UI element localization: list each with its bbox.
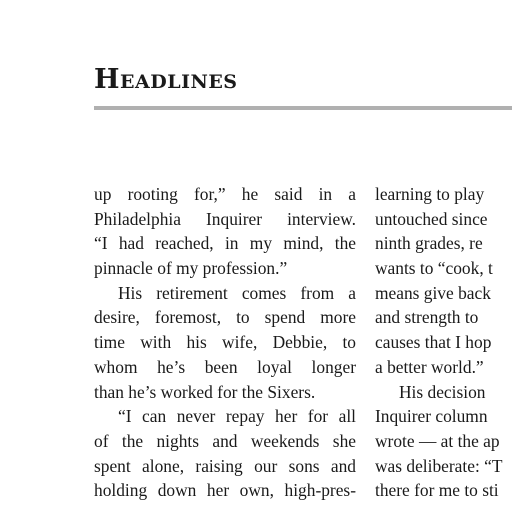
text-line: up rooting for,” he said in a: [94, 184, 356, 204]
text-line: Philadelphia Inquirer interview.: [94, 208, 356, 229]
text-column-left: [94, 182, 356, 503]
text-line: His retirement comes from a: [118, 282, 356, 303]
text-line: desire, foremost, to spend more: [94, 307, 356, 328]
text-line: Inquirer column: [375, 406, 488, 427]
text-line: causes that I hop: [375, 332, 492, 353]
text-line: wants to “cook, t: [375, 258, 493, 279]
text-line: “I can never repay her for all: [118, 406, 356, 427]
section-heading: Headlines: [94, 64, 238, 95]
text-line: time with his wife, Debbie, to: [94, 332, 356, 353]
text-line: His decision: [399, 381, 486, 402]
text-column-right: [375, 182, 512, 503]
text-line: of the nights and weekends she: [94, 430, 356, 451]
text-line: than he’s worked for the Sixers.: [94, 381, 316, 402]
text-line: “I had reached, in my mind, the: [94, 233, 356, 254]
text-line: and strength to: [375, 307, 479, 328]
text-line: a better world.”: [375, 356, 484, 377]
text-line: learning to play: [375, 184, 485, 204]
heading-rule: [94, 106, 512, 110]
text-line: wrote — at the ap: [375, 430, 500, 451]
text-line: whom he’s been loyal longer: [94, 356, 356, 377]
text-line: holding down her own, high-pres-: [94, 480, 356, 501]
text-line: untouched since: [375, 208, 488, 229]
text-line: there for me to sti: [375, 480, 499, 501]
text-line: ninth grades, re: [375, 233, 483, 254]
text-line: pinnacle of my profession.”: [94, 258, 288, 279]
text-line: means give back: [375, 282, 491, 303]
text-line: was deliberate: “T: [375, 455, 503, 476]
text-line: spent alone, raising our sons and: [94, 455, 356, 476]
